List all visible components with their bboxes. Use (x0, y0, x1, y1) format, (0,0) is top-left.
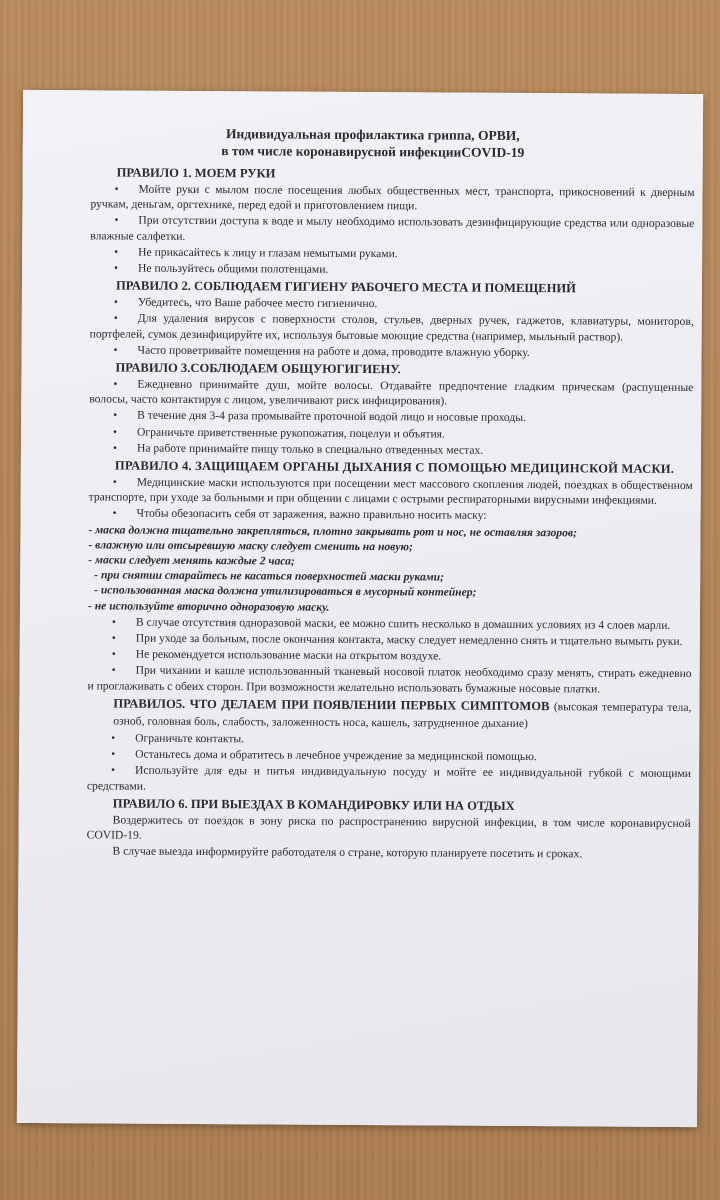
rule-3-heading: ПРАВИЛО 3.СОБЛЮДАЕМ ОБЩУЮГИГИЕНУ. (115, 360, 401, 377)
rule-1-item: • Не прикасайтесь к лицу и глазам немытыми руками. (90, 244, 694, 263)
mask-rule-dash: - не используйте вторично одноразовую маску. (87, 599, 330, 614)
mask-rule-dash: - маски следует менять каждые 2 часа; (88, 553, 295, 568)
rule-5-heading (87, 695, 691, 733)
rule-4-heading: ПРАВИЛО 4. ЗАЩИЩАЕМ ОРГАНЫ ДЫХАНИЯ С ПОМОЩЬЮ МЕДИЦИНСКОЙ МАСКИ. (114, 458, 675, 476)
rule-4-item: • Чтобы обезопасить себя от заражения, важно правильно носить маску: (89, 506, 693, 525)
rule-6-paragraph: В случае выезда информируйте работодателя о стране, которую планируете посетить и сроках. (112, 844, 583, 861)
rule-1-item: • При отсутствии доступа к воде и мылу необходимо использовать дезинфицирующие средства или одноразовые влажные салфетки. (90, 213, 694, 247)
rule-4-item: • При уходе за больным, после окончания контакта, маску следует немедленно снять и тщательно вымыть руки. (88, 630, 692, 649)
mask-rule-dash: - использованная маска должна утилизироваться в мусорный контейнер; (94, 583, 477, 600)
rule-5-item: • Останьтесь дома и обратитесь в лечебное учреждение за медицинской помощью. (87, 746, 691, 765)
mask-rule-dash: - влажную или отсыревшую маску следует сменить на новую; (88, 538, 413, 554)
rule-3-item: • Ограничьте приветственные рукопожатия, поцелуи и объятия. (89, 424, 693, 443)
title-line-2: в том числе коронавирусной инфекцииCOVID-19 (221, 143, 525, 160)
rule-3-item: • Ежедневно принимайте душ, мойте волосы. Отдавайте предпочтение гладким прическам (распущенные волосы, часто контактируя с лицом, увеличивают риск инфицирования). (89, 376, 693, 410)
rule-5-item: • Используйте для еды и питья индивидуальную посуду и мойте ее индивидуальной губкой с моющими средствами. (87, 763, 691, 797)
rule-2-item: • Убедитесь, что Ваше рабочее место гигиенично. (90, 295, 694, 314)
document-title (91, 124, 695, 162)
rule-1-item: • Не пользуйтесь общими полотенцами. (90, 260, 694, 279)
rule-3-item: • В течение дня 3-4 раза промывайте проточной водой лицо и носовые проходы. (89, 408, 693, 427)
rule-4-item: • При чихании и кашле использованный тканевый носовой платок необходимо сразу менять, стирать ежедневно и проглаживать с обеих сторон. При возможности желательно использовать бумажные носовые платки. (87, 663, 691, 697)
paper-sheet (17, 90, 703, 1127)
title-line-1: Индивидуальная профилактика гриппа, ОРВИ, (226, 126, 520, 143)
mask-rule-dash: - при снятии старайтесь не касаться поверхностей маски руками; (94, 568, 445, 584)
rule-1-heading: ПРАВИЛО 1. МОЕМ РУКИ (116, 165, 276, 181)
rule-2-item: • Часто проветривайте помещения на работе и дома, проводите влажную уборку. (90, 342, 694, 361)
rule-6-paragraph: Воздержитесь от поездок в зону риска по распространению вирусной инфекции, в том числе коронавирусной COVID-19. (86, 813, 691, 842)
rule-3-item: • На работе принимайте пищу только в специально отведенных местах. (89, 440, 693, 459)
rule-4-item: • В случае отсутствия одноразовой маски, ее можно сшить несколько в домашних условиях из 4 слоев марли. (88, 614, 692, 633)
rule-4-item: • Медицинские маски используются при посещении мест массового скопления людей, поездках в общественном транспорте, при уходе за больными и при общении с лицами с острыми респираторными вирусными инфекциями. (89, 474, 693, 508)
rule-5-item: • Ограничьте контакты. (87, 730, 691, 749)
rule-4-item: • Не рекомендуется использование маски на открытом воздухе. (88, 647, 692, 666)
rule-6-heading: ПРАВИЛО 6. ПРИ ВЫЕЗДАХ В КОМАНДИРОВКУ ИЛИ НА ОТДЫХ (112, 796, 515, 813)
rule-1-item: • Мойте руки с мылом после посещения любых общественных мест, транспорта, прикосновений к дверным ручкам, деньгам, оргтехнике, перед едой и приготовлением пищи. (90, 181, 694, 215)
mask-rule-dash: - маска должна тщательно закрепляться, плотно закрывать рот и нос, не оставляя зазоров; (88, 522, 577, 539)
rule-2-heading: ПРАВИЛО 2. СОБЛЮДАЕМ ГИГИЕНУ РАБОЧЕГО МЕСТА И ПОМЕЩЕНИЙ (115, 278, 577, 296)
rule-2-item: • Для удаления вирусов с поверхности столов, стульев, дверных ручек, гаджетов, клавиатуры, мониторов, портфелей, сумок дезинфицируйте их, используя бытовые моющие средства (например, мыльный раствор). (90, 311, 694, 345)
document-body (86, 124, 694, 863)
rule-5-symptoms: (высокая температура тела, озноб, головная боль, слабость, заложенность носа, кашель, затрудненное дыхание) (113, 700, 692, 730)
rule-5-heading-text: ПРАВИЛО5. ЧТО ДЕЛАЕМ ПРИ ПОЯВЛЕНИИ ПЕРВЫХ СИМПТОМОВ (113, 696, 550, 714)
